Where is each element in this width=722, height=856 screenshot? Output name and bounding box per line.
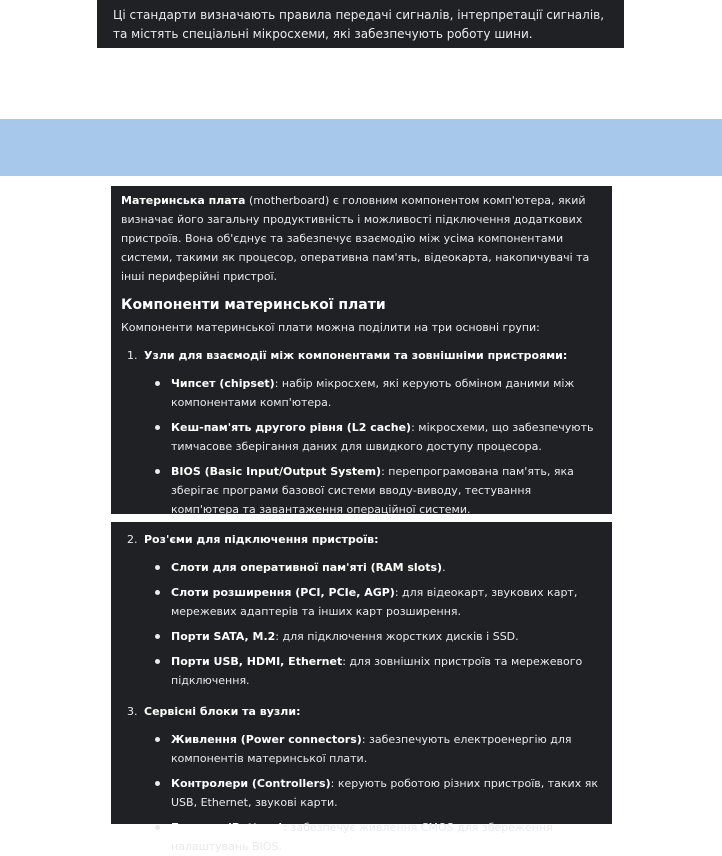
motherboard-panel-2 bbox=[111, 522, 612, 853]
item-text: : забезпечують електроенергію для компонентів материнської плати. bbox=[171, 733, 572, 765]
blue-banner bbox=[0, 119, 722, 176]
list-item bbox=[151, 818, 602, 856]
item-term: Контролери (Controllers) bbox=[171, 777, 331, 790]
bullet-icon bbox=[155, 825, 160, 830]
bullet-icon bbox=[155, 425, 160, 430]
item-term: Батарея (Battery) bbox=[171, 821, 284, 834]
lead-text: Компоненти материнської плати можна поділити на три основні групи: bbox=[121, 321, 540, 334]
group-title-1 bbox=[121, 346, 602, 365]
bullet-icon bbox=[155, 737, 160, 742]
bullet-icon bbox=[155, 781, 160, 786]
item-term: Кеш-пам'ять другого рівня (L2 cache) bbox=[171, 421, 412, 434]
list-item bbox=[151, 774, 602, 812]
intro-term: Материнська плата bbox=[121, 194, 246, 207]
section-heading: Компоненти материнської плати bbox=[121, 297, 386, 313]
item-text: : для зовнішніх пристроїв та мережевого підключення. bbox=[171, 655, 583, 687]
item-text: : набір мікросхем, які керують обміном даними між компонентами комп'ютера. bbox=[171, 377, 575, 409]
list-item bbox=[151, 374, 602, 412]
bullet-icon bbox=[155, 659, 160, 664]
item-text: : перепрограмована пам'ять, яка зберігає програми базової системи вводу-виводу, тестування комп'ютера та завантаження операційної системи. bbox=[171, 465, 574, 516]
list-item bbox=[151, 558, 602, 577]
top-note-text: Ці стандарти визначають правила передачі сигналів, інтерпретації сигналів, та містять спеціальні мікросхеми, які забезпечують роботу шини. bbox=[113, 8, 605, 41]
intro-paragraph bbox=[121, 191, 602, 286]
item-text: : керують роботою різних пристроїв, таких як USB, Ethernet, звукові карти. bbox=[171, 777, 598, 809]
bullet-icon bbox=[155, 590, 160, 595]
group-title-3 bbox=[121, 702, 602, 721]
bullet-icon bbox=[155, 634, 160, 639]
intro-text: (motherboard) є головним компонентом комп'ютера, який визначає його загальну продуктивність і можливості підключення додаткових пристроїв. Вона об'єднує та забезпечує взаємодію між усіма компонентами системи, такими як процесор, оперативна пам'ять, відеокарта, накопичувачі та інші периферійні пристрої. bbox=[121, 194, 590, 283]
group-title-text: Роз'єми для підключення пристроїв: bbox=[144, 533, 379, 546]
item-term: Живлення (Power connectors) bbox=[171, 733, 362, 746]
list-item bbox=[151, 462, 602, 519]
list-item bbox=[151, 418, 602, 456]
group-2-list bbox=[121, 558, 602, 690]
item-text: : мікросхеми, що забезпечують тимчасове зберігання даних для швидкого доступу процесора. bbox=[171, 421, 594, 453]
item-term: Слоти розширення (PCI, PCIe, AGP) bbox=[171, 586, 395, 599]
group-title-text: Сервісні блоки та вузли: bbox=[144, 705, 301, 718]
top-note-panel bbox=[97, 0, 624, 48]
list-item bbox=[151, 730, 602, 768]
bullet-icon bbox=[155, 565, 160, 570]
item-text: : забезпечує живлення CMOS для збереження налаштувань BIOS. bbox=[171, 821, 553, 853]
list-item bbox=[151, 652, 602, 690]
bullet-icon bbox=[155, 469, 160, 474]
list-item bbox=[151, 627, 602, 646]
item-text: : для підключення жорстких дисків і SSD. bbox=[275, 630, 519, 643]
bullet-icon bbox=[155, 381, 160, 386]
item-term: BIOS (Basic Input/Output System) bbox=[171, 465, 382, 478]
item-text: . bbox=[442, 561, 446, 574]
item-text: : для відеокарт, звукових карт, мережевих адаптерів та інших карт розширення. bbox=[171, 586, 578, 618]
item-term: Порти USB, HDMI, Ethernet bbox=[171, 655, 343, 668]
list-item bbox=[151, 583, 602, 621]
group-number: 3. bbox=[127, 705, 138, 718]
motherboard-panel-1 bbox=[111, 186, 612, 514]
group-number: 2. bbox=[127, 533, 138, 546]
group-title-2 bbox=[121, 530, 602, 549]
item-term: Чипсет (chipset) bbox=[171, 377, 275, 390]
item-term: Порти SATA, M.2 bbox=[171, 630, 276, 643]
item-term: Слоти для оперативної пам'яті (RAM slots) bbox=[171, 561, 443, 574]
group-number: 1. bbox=[127, 349, 138, 362]
group-title-text: Узли для взаємодії між компонентами та зовнішніми пристроями: bbox=[144, 349, 568, 362]
group-1-list bbox=[121, 374, 602, 519]
group-3-list bbox=[121, 730, 602, 856]
